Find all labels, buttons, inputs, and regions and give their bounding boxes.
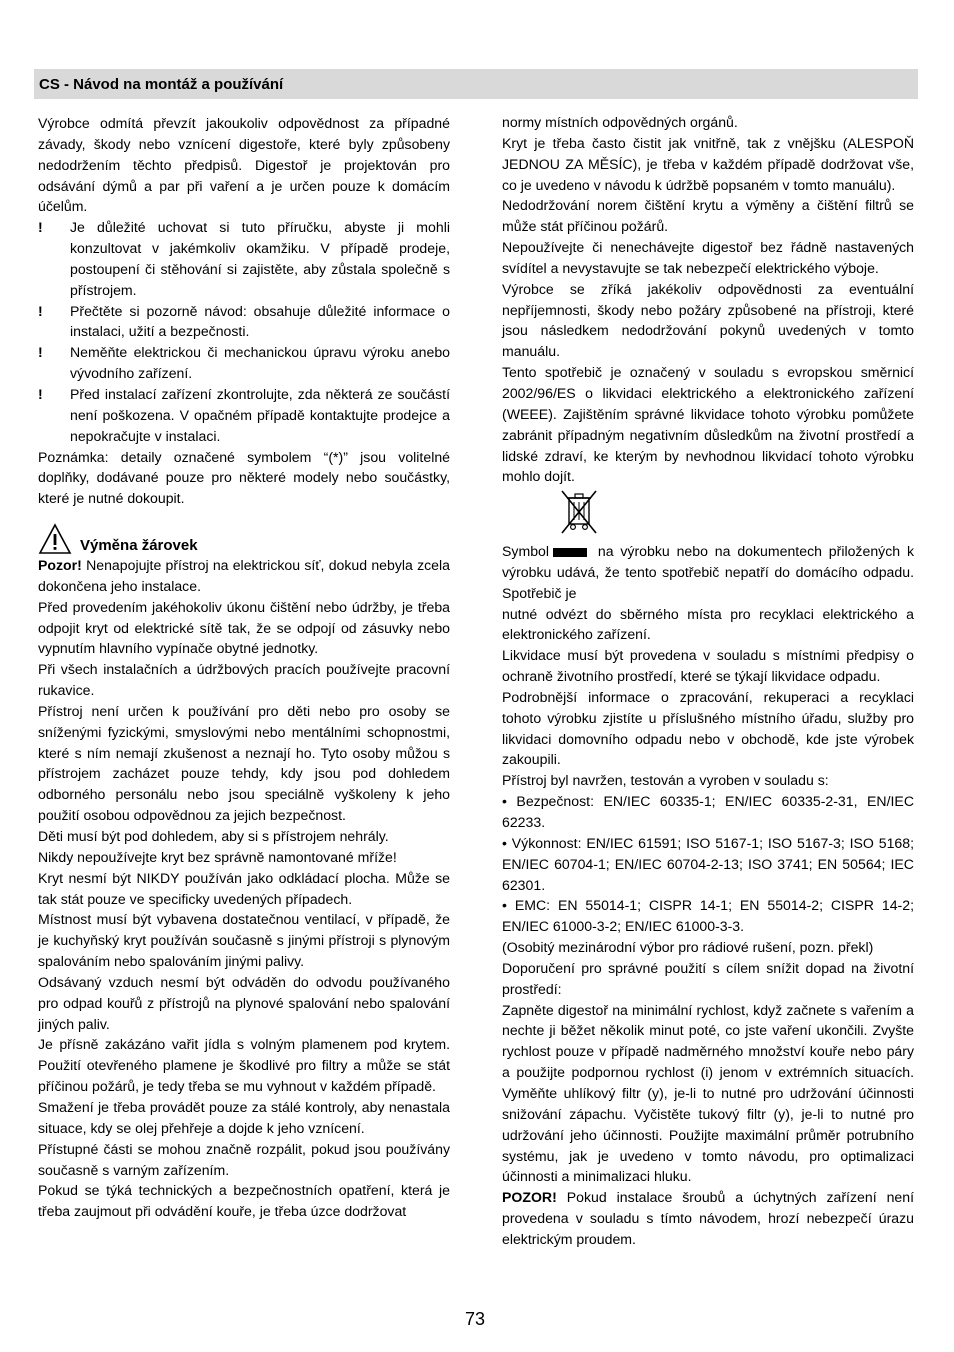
section-header: [34, 69, 918, 99]
paragraph: Kryt je třeba často čistit jak vnitřně, tak z vnějšku (ALESPOŇ JEDNOU ZA MĚSÍC), je třeba v každém případě dodržovat vše, co je uvedeno v návodu k údržbě popsaném v tomto manuálu).: [502, 134, 914, 193]
list-item: ! Před instalací zařízení zkontrolujte, zda některá ze součástí není poškozena. V opačném případě kontaktujte prodejce a nepokračujte v instalaci.: [38, 385, 450, 444]
note-paragraph: Poznámka: detaily označené symbolem “(*)” jsou volitelné doplňky, dodávané pouze pro některé modely nebo součástky, které je nutné dokoupit.: [38, 448, 450, 507]
paragraph: Přístupné části se mohou značně rozpálit, pokud jsou používány současně s varným zařízením.: [38, 1140, 450, 1178]
warning-paragraph: Pozor! Nenapojujte přístroj na elektrickou síť, dokud nebyla zcela dokončena jeho instalace.: [38, 557, 450, 594]
section-heading: [38, 519, 450, 555]
crossed-out-bin-icon: [558, 489, 600, 535]
paragraph: Odsávaný vzduch nesmí být odváděn do odvodu používaného pro odpad kouřů z přístrojů na plynové spalování nebo spalování jiných paliv.: [38, 973, 450, 1032]
paragraph: Tento spotřebič je označený v souladu s evropskou směrnicí 2002/96/ES o likvidaci elektrického a elektronického zařízení (WEEE). Zajištěním správné likvidace tohoto výrobku pomůžete zabránit případným negativním důsledkům na životní prostředí a lidské zdraví, ke kterým by nevhodnou likvidací tohoto výrobku mohlo dojít.: [502, 364, 914, 485]
final-warning-paragraph: POZOR! Pokud instalace šroubů a úchytných zařízení není provedena v souladu s tímto návodem, hrozí nebezpečí úrazu elektrickým proudem.: [502, 1189, 914, 1247]
final-warning-label: POZOR!: [502, 1189, 557, 1206]
section-title: Výměna žárovek: [80, 537, 198, 555]
paragraph: Při všech instalačních a údržbových pracích používejte pracovní rukavice.: [38, 661, 450, 699]
intro-paragraph: Výrobce odmítá převzít jakoukoliv odpovědnost za případné závady, škody nebo vznícení digestoře, které byly způsobeny nedodržením těchto předpisů. Digestoř je projektován pro odsávání dýmů a par při vaření a je určen pouze k domácím účelům.: [38, 115, 450, 215]
symbol-paragraph: Symbol na výrobku nebo na dokumentech přiložených k výrobku udává, že tento spotřebič nepatří do domácího odpadu. Spotřebič je: [502, 543, 914, 601]
paragraph: Přístroj není určen k používání pro děti nebo pro osoby se sníženými fyzickými, smyslovými nebo mentálními schopnostmi, které s ním nemají zkušenost a neznají ho. Tyto osoby můžou s přístrojem zacházet pouze tehdy, kdy jsou pod dohledem odborného personálu nebo jsou speciálně vyškoleny k jeho použití osobou odpovědnou za jejich bezpečnost.: [38, 702, 450, 824]
paragraph: Nepoužívejte či nenechávejte digestoř bez řádně nastavených svídítel a nevystavujte se tak nebezpečí elektrického výboje.: [502, 239, 914, 276]
paragraph: Doporučení pro správné použití s cílem snížit dopad na životní prostředí:: [502, 959, 914, 997]
paragraph: Pokud se týká technických a bezpečnostních opatření, která je třeba zaujmout při odvádění kouře, je třeba úzce dodržovat: [38, 1182, 450, 1220]
paragraph: Nikdy nepoužívejte kryt bez správně namontované mříže!: [38, 848, 397, 865]
paragraph: Kryt nesmí být NIKDY používán jako odkládací plocha. Může se tak stát pouze ve specificky uvedených případech.: [38, 869, 450, 907]
paragraph: normy místních odpovědných orgánů.: [502, 114, 738, 130]
paragraph: nutné odvézt do sběrného místa pro recyklaci elektrického a elektronického zařízení.: [502, 605, 914, 643]
paragraph: Je přísně zakázáno vařit jídla s volným plamenem pod krytem. Použití otevřeného plamene je škodlivé pro filtry a může se stát příčinou požárů, je tedy třeba se mu vyhnout v každém případě.: [38, 1036, 450, 1095]
paragraph: Nedodržování norem čištění krytu a výměny a čištění filtrů se může stát příčinou požárů.: [502, 197, 914, 235]
left-column: [38, 113, 450, 1222]
paragraph: Zapněte digestoř na minimální rychlost, když začnete s vařením a nechte ji běžet několik minut poté, co jste vaření ukončili. Zvyšte rychlost pouze v případě nadměrného množství kouře nebo páry a použijte podpornou rychlost (i) jenom v extrémních situacích. Vyměňte uhlíkový filtr (y), je-li to nutné pro udržování účinnosti snižování zápachu. Vyčistěte tukový filtr (y), je-li to nutné pro udržování jeho účinnosti. Použijte maximální průměr potrubního systému, jak je uvedeno v tomto návodu, pro optimalizaci účinnosti a minimalizaci hluku.: [502, 1001, 914, 1185]
list-item: ! Přečtěte si pozorně návod: obsahuje důležité informace o instalaci, užití a bezpečnosti.: [38, 302, 450, 340]
warning-label: Pozor!: [38, 557, 82, 574]
page-number: 73: [465, 1309, 486, 1329]
paragraph: Výrobce se zříká jakékoliv odpovědnosti za eventuální nepříjemnosti, škody nebo požáry způsobené na přístroji, které jsou následkem nedodržování pokynů uvedených v tomto manuálu.: [502, 280, 914, 360]
paragraph: Před provedením jakéhokoliv úkonu čištění nebo údržby, je třeba odpojit kryt od elektrické sítě tak, že se odpojí od zásuvky nebo vypnutím hlavního vypínače obytné jednotky.: [38, 598, 450, 657]
page-title: CS - Návod na montáž a používání: [39, 76, 284, 93]
paragraph: • Výkonnost: EN/IEC 61591; ISO 5167-1; ISO 5167-3; ISO 5168; EN/IEC 60704-1; EN/IEC 60704-2-13; ISO 3741; EN 50564; IEC 62301.: [502, 834, 914, 893]
paragraph: (Osobitý mezinárodní výbor pro rádiové rušení, pozn. překl): [502, 939, 874, 956]
list-item: ! Je důležité uchovat si tuto příručku, abyste ji mohli konzultovat v jakémkoliv okamžiku. V případě prodeje, postoupení či stěhování si zajistěte, aby zůstala společně s přístrojem.: [38, 219, 450, 298]
paragraph: • EMC: EN 55014-1; CISPR 14-1; EN 55014-2; CISPR 14-2; EN/IEC 61000-3-2; EN/IEC 61000-3-3.: [502, 897, 914, 935]
warning-triangle-icon: [38, 523, 72, 555]
paragraph: Děti musí být pod dohledem, aby si s přístrojem nehrály.: [38, 828, 389, 844]
paragraph: Likvidace musí být provedena v souladu s místními předpisy o ochraně životního prostředí, které se týkají likvidace odpadu.: [502, 647, 914, 685]
list-item: ! Neměňte elektrickou či mechanickou úpravu výroku anebo vývodního zařízení.: [38, 344, 450, 382]
black-bar-symbol-icon: [553, 548, 587, 557]
paragraph: Podrobnější informace o zpracování, rekuperaci a recyklaci tohoto výrobku zjistíte u příslušného místního úřadu, služby pro likvidaci domovního odpadu nebo v obchodě, kde jste výrobek zakoupili.: [502, 688, 914, 768]
paragraph: Místnost musí být vybavena dostatečnou ventilací, v případě, že je kuchyňský kryt používán současně s jinými přístroji s plynovým spalováním nebo spalováním jinými palivy.: [38, 911, 450, 970]
paragraph: Smažení je třeba provádět pouze za stálé kontroly, aby nenastala situace, kdy se olej přehřeje a dojde k jeho vznícení.: [38, 1098, 450, 1136]
paragraph: Přístroj byl navržen, testován a vyroben v souladu s:: [502, 772, 829, 789]
right-column: [502, 112, 914, 1250]
paragraph: • Bezpečnost: EN/IEC 60335-1; EN/IEC 60335-2-31, EN/IEC 62233.: [502, 793, 914, 830]
